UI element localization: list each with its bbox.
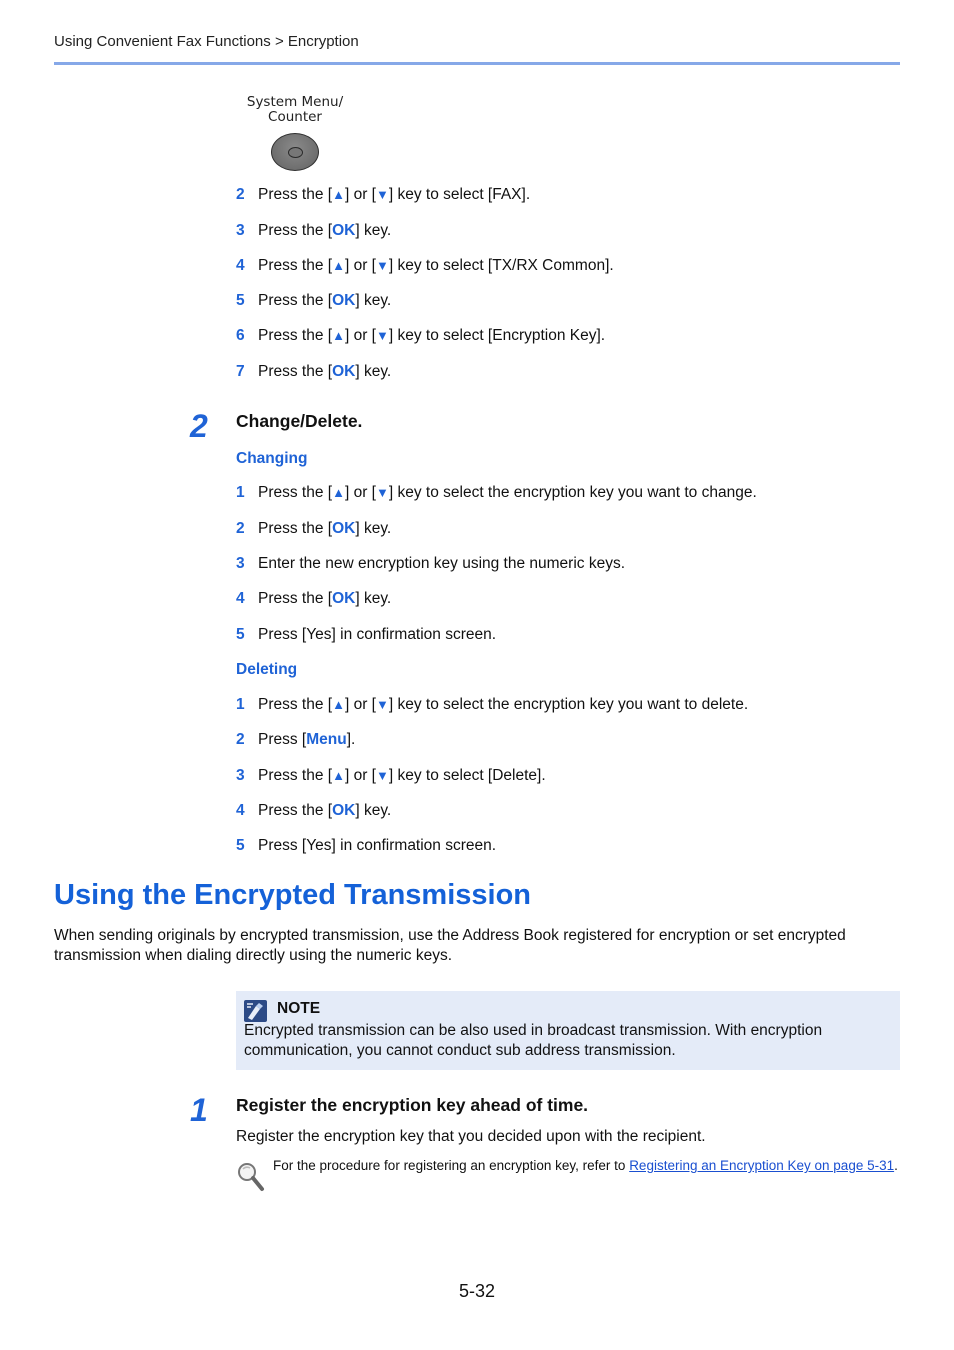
note-icon: [244, 1000, 267, 1022]
ok-key-label: OK: [332, 590, 356, 607]
reference-note: For the procedure for registering an encryption key, refer to Registering an Encryption Key on page 5-31.: [273, 1158, 898, 1173]
caption-line: Counter: [268, 109, 322, 125]
header-divider: [54, 62, 900, 65]
section-number: 2: [190, 408, 208, 444]
intro-paragraph: When sending originals by encrypted transmission, use the Address Book registered for encryption or set encrypted transmission when dialing directly using the numeric keys.: [54, 927, 846, 964]
up-arrow-icon: ▲: [332, 328, 345, 343]
note-title: NOTE: [277, 1000, 321, 1017]
step-6: 6 Press the [▲] or [▼] key to select [Encryption Key].: [236, 327, 606, 344]
section-heading: Using the Encrypted Transmission: [54, 879, 531, 911]
deleting-step-3: 3 Press the [▲] or [▼] key to select [Delete].: [236, 767, 546, 784]
breadcrumb: Using Convenient Fax Functions > Encryption: [54, 33, 359, 50]
system-menu-key-icon: [271, 133, 319, 171]
reference-link[interactable]: Registering an Encryption Key on page 5-31: [629, 1158, 895, 1173]
step-title: Register the encryption key ahead of time.: [236, 1095, 589, 1115]
changing-step-2: 2 Press the [OK] key.: [236, 520, 392, 537]
changing-step-5: 5 Press [Yes] in confirmation screen.: [236, 626, 497, 643]
changing-step-1: 1 Press the [▲] or [▼] key to select the encryption key you want to change.: [236, 484, 757, 501]
note-box: [236, 991, 900, 1070]
up-arrow-icon: ▲: [332, 258, 345, 273]
ok-key-label: OK: [332, 802, 356, 819]
section-title: Change/Delete.: [236, 411, 363, 431]
ok-key-label: OK: [332, 292, 356, 309]
down-arrow-icon: ▼: [375, 328, 389, 343]
up-arrow-icon: ▲: [332, 485, 345, 500]
up-arrow-icon: ▲: [332, 768, 345, 783]
page-number: 5-32: [458, 1281, 496, 1301]
step-number: 1: [190, 1092, 208, 1128]
down-arrow-icon: ▼: [375, 187, 389, 202]
note-text: Encrypted transmission can be also used in broadcast transmission. With encryption communication, you cannot conduct sub address transmission.: [244, 1022, 823, 1059]
menu-key-label: Menu: [306, 731, 347, 748]
changing-step-3: 3 Enter the new encryption key using the numeric keys.: [236, 555, 626, 572]
caption-line: System Menu/: [246, 94, 344, 110]
magnifier-reference-icon: [236, 1160, 266, 1194]
down-arrow-icon: ▼: [375, 485, 389, 500]
ok-key-label: OK: [332, 222, 356, 239]
step-2: 2 Press the [▲] or [▼] key to select [FAX].: [236, 186, 531, 203]
subheading-deleting: Deleting: [236, 661, 298, 678]
deleting-step-2: 2 Press [Menu].: [236, 731, 356, 748]
down-arrow-icon: ▼: [375, 768, 389, 783]
step-5: 5 Press the [OK] key.: [236, 292, 392, 309]
deleting-step-5: 5 Press [Yes] in confirmation screen.: [236, 837, 497, 854]
step-3: 3 Press the [OK] key.: [236, 222, 392, 239]
subheading-changing: Changing: [236, 450, 308, 467]
step-7: 7 Press the [OK] key.: [236, 363, 392, 380]
deleting-step-4: 4 Press the [OK] key.: [236, 802, 392, 819]
ok-key-label: OK: [332, 520, 356, 537]
changing-step-4: 4 Press the [OK] key.: [236, 590, 392, 607]
down-arrow-icon: ▼: [375, 697, 389, 712]
step-4: 4 Press the [▲] or [▼] key to select [TX/RX Common].: [236, 257, 614, 274]
ok-key-label: OK: [332, 363, 356, 380]
down-arrow-icon: ▼: [375, 258, 389, 273]
up-arrow-icon: ▲: [332, 697, 345, 712]
up-arrow-icon: ▲: [332, 187, 345, 202]
step-description: Register the encryption key that you decided upon with the recipient.: [236, 1128, 706, 1145]
system-menu-key-caption: [240, 95, 350, 125]
deleting-step-1: 1 Press the [▲] or [▼] key to select the encryption key you want to delete.: [236, 696, 749, 713]
